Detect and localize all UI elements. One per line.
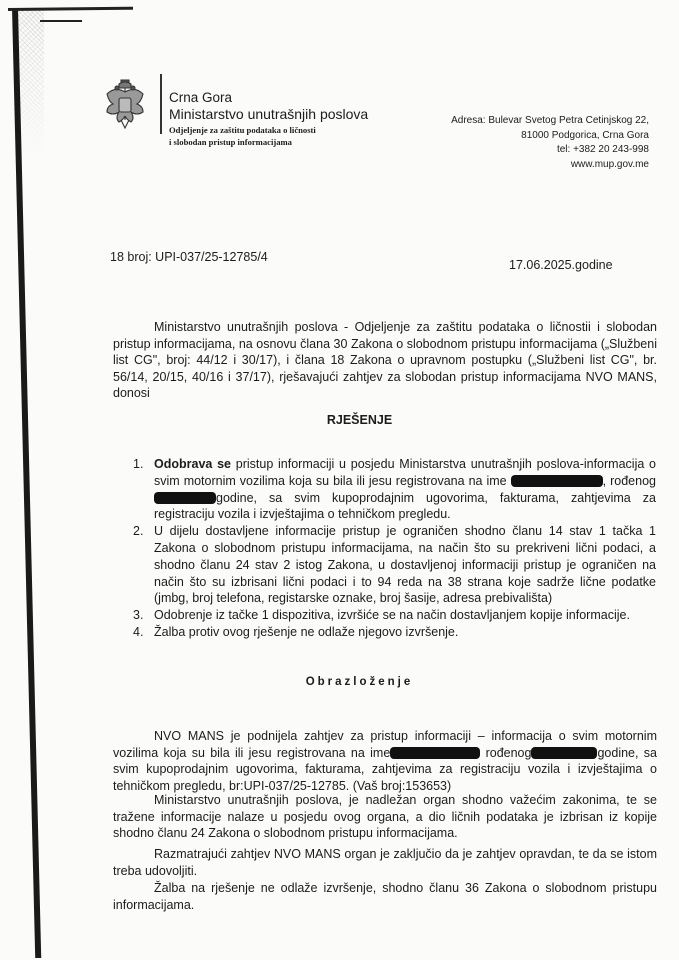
decision-item (128, 456, 656, 523)
department-line-1: Odjeljenje za zaštitu podataka o ličnosti (169, 125, 316, 135)
country-name: Crna Gora (169, 90, 233, 105)
item-text: U dijelu dostavljene informacije pristup je ograničen shodno članu 14 stav 1 tačka 1 Zakona o slobodnom pristupu informacijama, na način što su prekriveni lični podaci, a shodno članu 24 stav 2 istog Zakona, u dostavljenoj informaciji pristup je ograničen na način što su izbrisani lični podaci i to 94 reda na 38 strana koje sadrže lične podatke (jmbg, broj telefona, registarske oznake, broj šasije, adresa prebivališta) (154, 524, 656, 606)
letterhead-divider (160, 74, 162, 134)
decision-list (128, 456, 656, 641)
paragraph-text: NVO MANS je podnijela zahtjev za pristup informaciji – informacija o svim motornim vozilima koja su bila ili jesu registrovana na ime (113, 729, 657, 760)
item-text: , rođenog (602, 473, 656, 488)
item-number: 4. (133, 624, 144, 639)
reasoning-paragraph-1 (113, 728, 657, 794)
address-street: Adresa: Bulevar Svetog Petra Cetinjskog 22, (451, 115, 649, 126)
decision-item (128, 607, 656, 624)
item-number: 1. (133, 457, 144, 471)
address-block (451, 114, 649, 172)
paragraph-text: Razmatrajući zahtjev NVO MANS organ je zaključio da je zahtjev opravdan, te da se istom treba udovoljiti. (113, 847, 657, 878)
redacted-name (390, 747, 480, 759)
address-website: www.mup.gov.me (570, 158, 649, 170)
redacted-birthdate (154, 492, 216, 504)
item-number: 2. (133, 524, 144, 539)
item-text: Žalba protiv ovog rješenje ne odlaže njegovo izvršenje. (154, 624, 459, 639)
redacted-birthdate (531, 747, 597, 759)
address-city: 81000 Podgorica, Crna Gora (521, 129, 649, 141)
scan-mark (40, 20, 82, 22)
decision-title: RJEŠENJE (326, 413, 393, 427)
decision-item (128, 523, 656, 607)
item-bold-lead: Odobrava se (154, 457, 232, 471)
document-date: 17.06.2025.godine (509, 258, 613, 272)
item-text: godine, sa svim kupoprodajnim ugovorima, fakturama, zahtjevima za registraciju vozila i izvještajima o tehničkom pregledu. (154, 490, 656, 522)
intro-paragraph (113, 319, 657, 402)
intro-text: Ministarstvo unutrašnjih poslova - Odjeljenje za zaštitu podataka o ličnostii i slobodan pristup informacijama, na osnovu člana 30 Zakona o slobodnom pristupu informacijama („Službeni list CG", broj: 44/12 i 30/17), i člana 18 Zakona o upravnom postupku („Službeni list CG", br. 56/14, 20/15, 40/16 i 37/17), rješavajući zahtjev za slobodan pristup informacijama NVO MANS, donosi (113, 320, 657, 400)
item-number: 3. (133, 608, 144, 623)
montenegro-coat-of-arms-icon (103, 74, 147, 134)
item-text: Odobrenje iz tačke 1 dispozitiva, izvršiće se na način dostavljanjem kopije informacije. (154, 608, 630, 623)
paragraph-text: godine, sa svim kupoprodajnim ugovorima, fakturama, zahtjevima za registraciju vozila i izvještajima o tehničkom pregledu, br:UPI-037/25-12785. (Vaš broj:153653) (113, 745, 657, 793)
paragraph-text: Ministarstvo unutrašnjih poslova, je nadležan organ shodno važećim zakonima, te se tražene informacije nalaze u posjedu ovog organa, a dio ličnih podataka je izbrisan iz kopije shodno članu 24 Zakona o slobodnom pristupu informacijama. (113, 793, 657, 840)
reference-number: 18 broj: UPI-037/25-12785/4 (110, 250, 268, 264)
department-line-2: i slobodan pristup informacijama (169, 137, 292, 147)
reasoning-paragraph-4 (113, 880, 657, 913)
address-phone: tel: +382 20 243-998 (556, 144, 649, 156)
reasoning-paragraph-2 (113, 792, 657, 842)
decision-item (128, 624, 656, 641)
reasoning-title: Obrazloženje (305, 676, 414, 688)
department-name (169, 124, 316, 148)
reasoning-paragraph-3 (113, 846, 657, 879)
ministry-name: Ministarstvo unutrašnjih poslova (169, 106, 369, 122)
item-text: pristup informaciji u posjedu Ministarstva unutrašnjih poslova-informacija o svim motornim vozilima koja su bila ili jesu registrovana na ime (154, 457, 656, 488)
redacted-name (511, 475, 603, 487)
scan-noise (14, 10, 44, 160)
paragraph-text: Žalba na rješenje ne odlaže izvršenje, shodno članu 36 Zakona o slobodnom pristupu informacijama. (113, 881, 657, 912)
paragraph-text: rođenog (480, 745, 532, 760)
